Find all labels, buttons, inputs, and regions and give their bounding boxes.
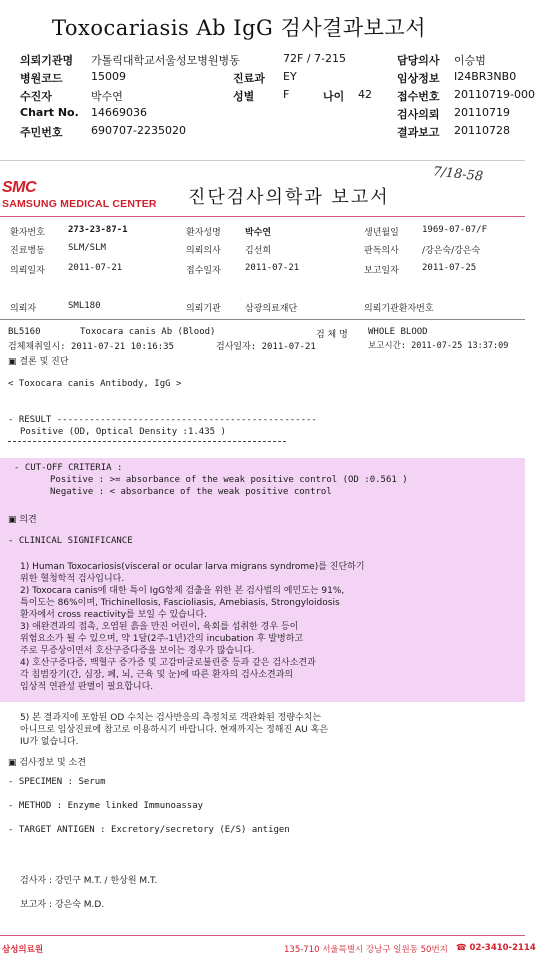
label-patient: 수진자	[20, 90, 52, 103]
value-ward: SLM/SLM	[68, 243, 106, 253]
divider	[0, 319, 525, 320]
reported-time: 보고시간: 2011-07-25 13:37:09	[368, 341, 509, 351]
label-requesting-institution: 의뢰기관	[186, 304, 221, 314]
note5-line: IU가 없습니다.	[20, 737, 79, 747]
handwritten-signature: 7/18-58	[432, 164, 484, 185]
lab-report	[0, 160, 536, 956]
summary-row	[0, 86, 535, 104]
value-receipt-no: 20110719-000	[454, 88, 535, 101]
result-heading: ▣ 결론 및 진단	[8, 357, 69, 367]
label-patient-no: 환자번호	[10, 228, 45, 238]
result-value: Positive (OD, Optical Density :1.435 )	[20, 427, 226, 437]
reporter-line: 보고자 : 강은숙 M.D.	[20, 900, 105, 910]
logo-name: SAMSUNG MEDICAL CENTER	[2, 198, 157, 210]
value-department: EY	[283, 70, 297, 83]
note-line: 3) 애완견과의 접촉, 오염된 흙을 만진 어린이, 육회를 섭취한 경우 등이	[20, 622, 299, 632]
collected-time: 검체채취일시: 2011-07-21 10:16:35	[8, 342, 174, 352]
value-requester: SML180	[68, 301, 101, 311]
note-line: 주로 무증상이면서 호산구증다증을 보이는 경우가 많습니다.	[20, 646, 255, 656]
label-referring-doctor: 의뢰의사	[186, 246, 221, 256]
value-patient-no: 273-23-87-1	[68, 225, 128, 235]
summary-row	[0, 122, 525, 140]
value-receipt-date: 2011-07-21	[245, 263, 300, 273]
value-chart-no: 14669036	[91, 106, 147, 119]
value-specimen: WHOLE BLOOD	[368, 327, 428, 337]
value-clinical-info: I24BR3NB0	[454, 70, 517, 83]
label-institution: 의뢰기관명	[20, 54, 74, 67]
label-clinical-info: 임상정보	[397, 72, 440, 85]
value-patient: 박수연	[91, 90, 123, 103]
value-doctor: 이승범	[454, 54, 486, 67]
label-report-date: 보고일자	[364, 266, 399, 276]
test-name: Toxocara canis Ab (Blood)	[80, 327, 216, 337]
value-ward: 72F / 7-215	[283, 52, 346, 65]
label-requester: 의뢰자	[10, 304, 37, 314]
note-line: 4) 호산구증다증, 백혈구 증가증 및 고감마글로불린증 등과 같은 검사소견과	[20, 658, 316, 668]
label-receipt-date: 접수일자	[186, 266, 221, 276]
summary-card	[0, 0, 535, 152]
note-line: 위한 혈청학적 검사입니다.	[20, 574, 125, 584]
note-line: 위험요소가 될 수 있으며, 약 1달(2주-1년)간의 incubation 후 발병하고	[20, 634, 304, 644]
label-patient-name: 환자성명	[186, 228, 221, 238]
value-institution: 가톨릭대학교서울성모병원병동	[91, 54, 240, 67]
note5-line: 아니므로 임상진료에 참고로 이용하시기 바랍니다. 현재까지는 정해진 AU 혹은	[20, 725, 329, 735]
note-line: 환자에서 cross reactivity를 보일 수 있습니다.	[20, 610, 208, 620]
summary-row	[0, 50, 525, 68]
label-birthdate: 생년월일	[364, 228, 399, 238]
value-resident-no: 690707-2235020	[91, 124, 186, 137]
antibody-line: < Toxocara canis Antibody, IgG >	[8, 379, 182, 389]
specimen-line: - SPECIMEN : Serum	[8, 777, 106, 787]
note-line: 임상적 연관성 판별이 필요합니다.	[20, 682, 154, 692]
report-footer	[0, 935, 536, 957]
value-age: 42	[358, 88, 372, 101]
value-birthdate: 1969-07-07/F	[422, 225, 488, 235]
value-sex: F	[283, 88, 290, 101]
label-institution-patient-no: 의뢰기관환자번호	[364, 304, 434, 314]
label-sex: 성별	[233, 90, 255, 103]
value-requesting-institution: 삼광의료재단	[245, 304, 298, 314]
label-resident-no: 주민번호	[20, 126, 63, 139]
opinion-heading: ▣ 의견	[8, 515, 37, 525]
value-test-request: 20110719	[454, 106, 510, 119]
value-referring-doctor: 김선희	[245, 246, 272, 256]
antigen-line: - TARGET ANTIGEN : Excretory/secretory (E/S) antigen	[8, 825, 290, 835]
note-line: 1) Human Toxocariosis(visceral or ocular larva migrans syndrome)를 진단하기	[20, 562, 365, 572]
footer-phone: ☎ 02-3410-2114	[456, 943, 536, 953]
label-test-request: 검사의뢰	[397, 108, 440, 121]
label-receipt-no: 접수번호	[397, 90, 440, 103]
label-result-report: 결과보고	[397, 126, 440, 139]
tested-date: 검사일자: 2011-07-21	[216, 342, 316, 352]
info-heading: ▣ 검사정보 및 소견	[8, 758, 86, 768]
test-code: BL5160	[8, 327, 41, 337]
value-request-date: 2011-07-21	[68, 263, 123, 273]
value-hospital-code: 15009	[91, 70, 126, 83]
label-department: 진료과	[233, 72, 265, 85]
divider	[0, 216, 525, 217]
report-title: 진단검사의학과 보고서	[188, 187, 390, 208]
footer-org: 삼성의료원	[2, 945, 44, 955]
footer-address: 135-710 서울특별시 강남구 일원동 50번지	[284, 945, 448, 955]
note5-line: 5) 본 결과지에 포함된 OD 수치는 검사반응의 측정치로 객관화된 정량수치는	[20, 713, 322, 723]
smc-logo	[2, 179, 157, 210]
label-age: 나이	[323, 90, 345, 103]
result-divider	[8, 441, 286, 442]
summary-title: Toxocariasis Ab IgG 검사결과보고서	[52, 16, 426, 40]
label-ward: 진료병동	[10, 246, 45, 256]
value-reading-doctor: /강은숙/강은숙	[422, 246, 481, 256]
label-hospital-code: 병원코드	[20, 72, 63, 85]
value-patient-name: 박수연	[245, 228, 272, 238]
logo-mark: SMC	[2, 179, 37, 196]
note-line: 2) Toxocara canis에 대한 특이 IgG항체 검출을 위한 본 검사법의 예민도는 91%,	[20, 586, 345, 596]
cutoff-negative: Negative : < absorbance of the weak positive control	[50, 487, 332, 497]
label-doctor: 담당의사	[397, 54, 440, 67]
cutoff-positive: Positive : >= absorbance of the weak positive control (OD :0.561 )	[50, 475, 408, 485]
label-request-date: 의뢰일자	[10, 266, 45, 276]
result-label: - RESULT ------------------------------------------------	[8, 415, 317, 425]
label-specimen: 검 체 명	[316, 330, 348, 340]
tester-line: 검사자 : 강민구 M.T. / 한상원 M.T.	[20, 876, 158, 886]
note-line: 각 침범장기(간, 심장, 폐, 뇌, 근육 및 눈)에 따른 환자의 검사소견과의	[20, 670, 294, 680]
label-chart-no: Chart No.	[20, 106, 79, 119]
method-line: - METHOD : Enzyme linked Immunoassay	[8, 801, 204, 811]
value-result-report: 20110728	[454, 124, 510, 137]
value-report-date: 2011-07-25	[422, 263, 477, 273]
summary-row	[0, 104, 525, 122]
clinical-heading: - CLINICAL SIGNIFICANCE	[8, 536, 133, 546]
label-reading-doctor: 판독의사	[364, 246, 399, 256]
summary-row	[0, 68, 525, 86]
cutoff-label: - CUT-OFF CRITERIA :	[14, 463, 123, 473]
note-line: 특이도는 86%이며, Trichinellosis, Fascioliasis, Amebiasis, Strongyloidosis	[20, 598, 340, 608]
summary-grid	[0, 50, 535, 140]
